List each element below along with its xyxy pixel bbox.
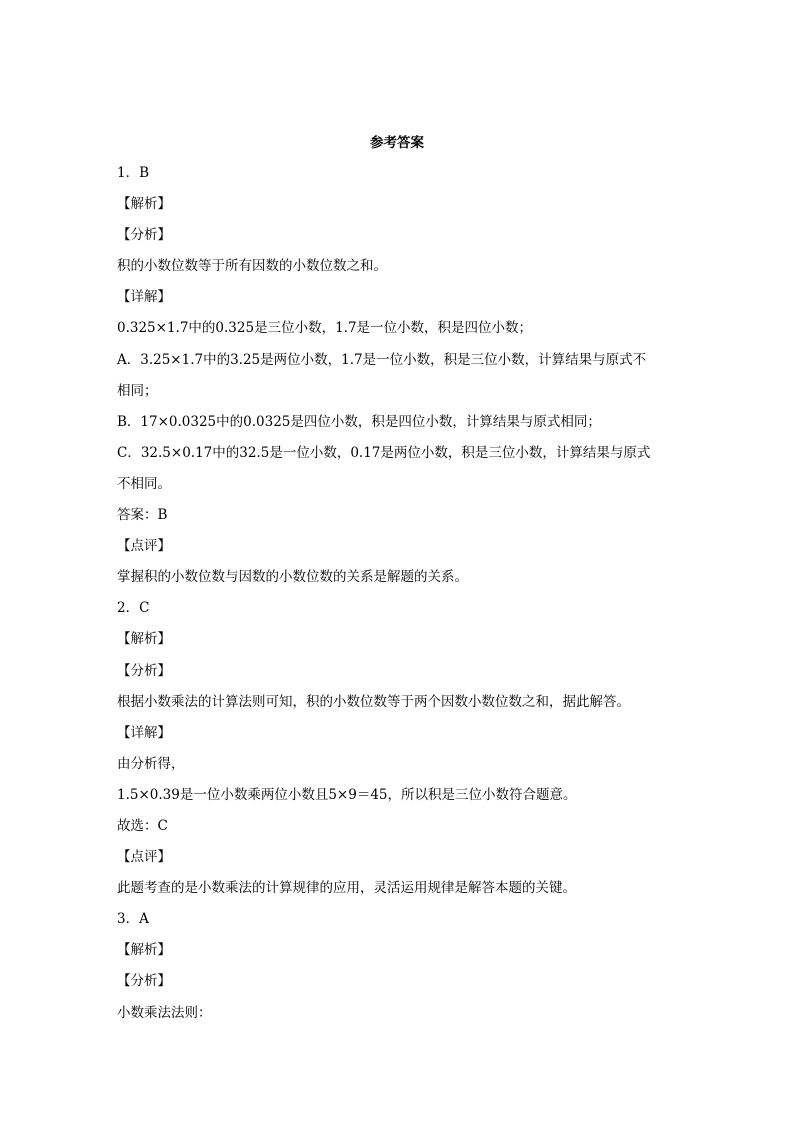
section-heading: 【解析】 xyxy=(117,942,171,959)
section-heading: 【分析】 xyxy=(117,973,171,990)
answer-line: 答案：B xyxy=(117,507,168,524)
section-heading: 【分析】 xyxy=(117,662,171,679)
paragraph: B．17×0.0325中的0.0325是四位小数，积是四位小数，计算结果与原式相同； xyxy=(117,413,601,430)
section-heading: 【解析】 xyxy=(117,196,171,213)
section-heading: 【分析】 xyxy=(117,227,171,244)
question-number: 2．C xyxy=(117,600,150,617)
paragraph: 小数乘法法则： xyxy=(117,1004,212,1021)
paragraph: 由分析得， xyxy=(117,755,185,772)
paragraph: 根据小数乘法的计算法则可知，积的小数位数等于两个因数小数位数之和，据此解答。 xyxy=(117,693,630,710)
paragraph: 不相同。 xyxy=(117,475,171,492)
paragraph: 相同； xyxy=(117,382,158,399)
paragraph: 0.325×1.7中的0.325是三位小数，1.7是一位小数，积是四位小数； xyxy=(117,320,533,337)
page-title: 参考答案 xyxy=(370,135,424,151)
question-number: 1．B xyxy=(117,165,150,181)
paragraph: 掌握积的小数位数与因数的小数位数的关系是解题的关系。 xyxy=(117,569,468,586)
question-number: 3．A xyxy=(117,911,149,928)
section-heading: 【点评】 xyxy=(117,849,171,866)
section-heading: 【点评】 xyxy=(117,538,171,555)
paragraph: 积的小数位数等于所有因数的小数位数之和。 xyxy=(117,258,387,275)
paragraph: A．3.25×1.7中的3.25是两位小数，1.7是一位小数，积是三位小数，计算结果与原式不 xyxy=(117,351,647,368)
paragraph: C．32.5×0.17中的32.5是一位小数，0.17是两位小数，积是三位小数，计算结果与原式 xyxy=(117,444,651,461)
section-heading: 【详解】 xyxy=(117,724,171,741)
paragraph: 此题考查的是小数乘法的计算规律的应用，灵活运用规律是解答本题的关键。 xyxy=(117,880,576,897)
paragraph: 1.5×0.39是一位小数乘两位小数且5×9＝45，所以积是三位小数符合题意。 xyxy=(117,786,577,803)
section-heading: 【详解】 xyxy=(117,289,171,306)
answer-line: 故选：C xyxy=(117,817,168,834)
answer-body xyxy=(117,163,683,1034)
section-heading: 【解析】 xyxy=(117,631,171,648)
